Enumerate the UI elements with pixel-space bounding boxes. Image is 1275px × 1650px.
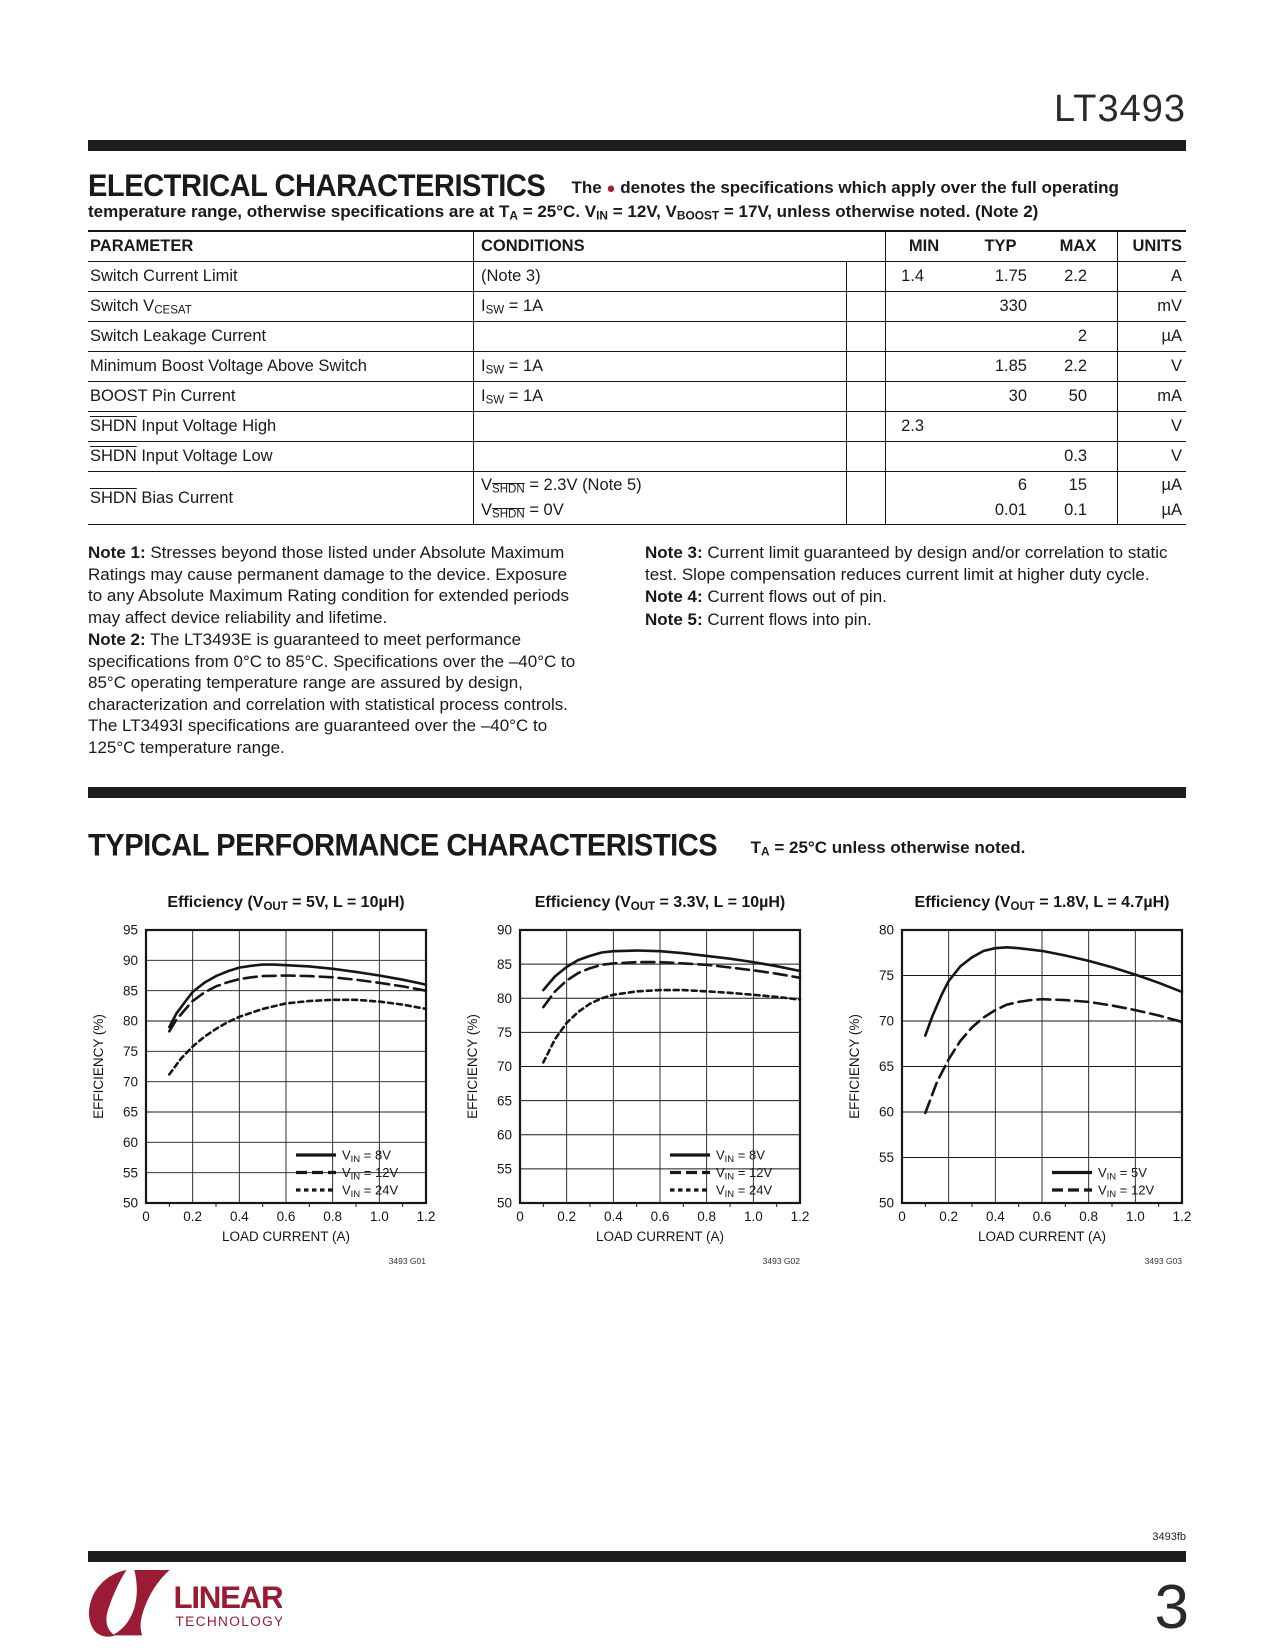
note-paragraph: Note 2: The LT3493E is guaranteed to meet performance specifications from 0°C to 85°C. Specifications over the –40°C to 85°C operating temperature range are assured by design, characterization and correlation with statistical process controls. The LT3493I specifications are guaranteed over the –40°C to 125°C temperature range. [88, 630, 576, 757]
efficiency-chart-3v3 [454, 878, 828, 1281]
linear-technology-logo [86, 1566, 282, 1647]
legend-entry-label: VIN = 24V [716, 1182, 773, 1201]
logo-linear-text: LINEAR [173, 1579, 282, 1615]
cell-spec-dot [846, 442, 885, 471]
cell-spec-dot [846, 352, 885, 381]
cell-max [1039, 412, 1117, 441]
cell-conditions: ISW = 1A [473, 382, 846, 411]
x-tick-label: 0.2 [557, 1209, 577, 1224]
x-tick-label: 0 [516, 1209, 524, 1224]
y-tick-label: 60 [122, 1135, 138, 1151]
note-label: Note 5: [645, 609, 703, 629]
efficiency-chart-svg [88, 878, 448, 1276]
legend-entry-label: VIN = 12V [342, 1165, 399, 1183]
x-axis-label: LOAD CURRENT (A) [977, 1229, 1107, 1244]
series-curve [925, 947, 1182, 1035]
note-paragraph: Note 5: Current flows into pin. [645, 609, 872, 629]
y-tick-label: 75 [122, 1044, 138, 1060]
efficiency-chart-1v8 [828, 878, 1210, 1281]
cell-parameter: BOOST Pin Current [90, 387, 236, 405]
page-number: 3 [1154, 1573, 1189, 1642]
doc-code: 3493fb [1152, 1531, 1186, 1543]
header-rule [88, 140, 1186, 151]
y-tick-label: 75 [496, 1025, 512, 1041]
electrical-intro-text: The ● denotes the specifications which apply over the full operating temperature range, otherwise specifications are at TA = 25°C. VIN = 12V, VBOOST = 17V, unless otherwise noted. (Note 2) [88, 178, 1119, 223]
cell-typ: 1.75 [994, 267, 1027, 285]
x-axis-label: LOAD CURRENT (A) [595, 1229, 725, 1244]
notes-column-left [88, 542, 580, 759]
x-tick-label: 0.4 [985, 1209, 1005, 1224]
x-tick-label: 0.4 [603, 1209, 623, 1224]
cell-conditions [473, 412, 846, 441]
table-row [88, 322, 1186, 352]
x-tick-label: 0.8 [1079, 1209, 1099, 1224]
x-tick-label: 0.6 [1032, 1209, 1052, 1224]
cell-conditions [473, 322, 846, 351]
x-tick-label: 0.6 [650, 1209, 670, 1224]
x-tick-label: 0.4 [229, 1209, 249, 1224]
cell-spec-dot [846, 472, 885, 524]
y-tick-label: 65 [878, 1059, 894, 1075]
typical-performance-heading [88, 827, 1188, 864]
table-row [88, 412, 1186, 442]
note-label: Note 3: [645, 543, 703, 562]
y-tick-label: 90 [496, 922, 512, 938]
efficiency-charts-row [88, 878, 1192, 1281]
cell-conditions: ISW = 1A [473, 292, 846, 321]
x-tick-label: 1.2 [1172, 1209, 1192, 1224]
cell-units: µA µA [1117, 472, 1186, 524]
cell-max: 50 [1068, 387, 1087, 405]
series-curve [169, 965, 426, 1028]
cell-conditions: (Note 3) [473, 262, 846, 291]
y-axis-label: EFFICIENCY (%) [91, 1014, 106, 1119]
cell-units: V [1117, 352, 1186, 381]
y-tick-label: 50 [122, 1195, 138, 1211]
cell-units: mV [1117, 292, 1186, 321]
cell-typ [962, 412, 1039, 441]
notes-column-right [645, 542, 1193, 631]
electrical-characteristics-intro [88, 168, 1188, 223]
cell-min [885, 352, 962, 381]
legend-entry-label: VIN = 12V [716, 1165, 773, 1183]
y-tick-label: 75 [878, 968, 894, 984]
x-tick-label: 1.0 [1125, 1209, 1145, 1224]
cell-typ: 30 [1008, 387, 1027, 405]
cell-max: 15 0.1 [1064, 476, 1087, 519]
series-curve [925, 999, 1182, 1113]
efficiency-chart-svg [844, 878, 1204, 1276]
cell-min [885, 472, 962, 524]
legend-entry-label: VIN = 8V [716, 1147, 765, 1166]
cell-typ: 330 [999, 297, 1027, 315]
note-label: Note 2: [88, 630, 146, 649]
cell-parameter: Switch Leakage Current [90, 327, 267, 345]
x-tick-label: 0.2 [939, 1209, 959, 1224]
x-tick-label: 1.2 [790, 1209, 810, 1224]
cell-spec-dot [846, 322, 885, 351]
y-tick-label: 80 [122, 1013, 138, 1029]
y-tick-label: 65 [122, 1104, 138, 1120]
typical-performance-subtitle: TA = 25°C unless otherwise noted. [750, 838, 1026, 859]
section-rule [88, 787, 1186, 798]
x-tick-label: 0 [898, 1209, 906, 1224]
cell-units: A [1117, 262, 1186, 291]
cell-units: µA [1117, 322, 1186, 351]
cell-min: 2.3 [885, 412, 962, 441]
series-curve [543, 962, 800, 1007]
cell-spec-dot [846, 262, 885, 291]
cell-spec-dot [846, 382, 885, 411]
table-header-row [88, 230, 1186, 262]
spec-bullet-dot: ● [606, 180, 616, 197]
col-header-parameter: PARAMETER [90, 237, 194, 255]
cell-units: V [1117, 412, 1186, 441]
x-tick-label: 1.0 [743, 1209, 763, 1224]
y-tick-label: 85 [122, 983, 138, 999]
cell-units: mA [1117, 382, 1186, 411]
y-tick-label: 55 [878, 1150, 894, 1166]
y-axis-label: EFFICIENCY (%) [847, 1014, 862, 1119]
note-label: Note 1: [88, 543, 146, 562]
y-tick-label: 80 [496, 990, 512, 1006]
note-paragraph: Note 4: Current flows out of pin. [645, 587, 887, 606]
x-tick-label: 0.2 [183, 1209, 203, 1224]
y-tick-label: 60 [496, 1127, 512, 1143]
cell-max: 0.3 [1064, 447, 1087, 465]
typical-performance-title: TYPICAL PERFORMANCE CHARACTERISTICS [88, 827, 718, 863]
y-tick-label: 70 [122, 1074, 138, 1090]
cell-typ [962, 442, 1039, 471]
y-tick-label: 60 [878, 1104, 894, 1120]
y-tick-label: 70 [496, 1059, 512, 1075]
table-row [88, 352, 1186, 382]
y-tick-label: 50 [878, 1195, 894, 1211]
y-axis-label: EFFICIENCY (%) [465, 1014, 480, 1119]
cell-parameter: Switch VCESAT [90, 297, 192, 317]
efficiency-chart-5v [88, 878, 454, 1281]
cell-min [885, 382, 962, 411]
series-curve [169, 1000, 426, 1075]
y-tick-label: 50 [496, 1195, 512, 1211]
note-paragraph: Note 3: Current limit guaranteed by design and/or correlation to static test. Slope compensation reduces current limit at higher duty cycle. [645, 543, 1168, 584]
col-header-max: MAX [1059, 237, 1097, 255]
efficiency-chart-svg [462, 878, 822, 1276]
cell-parameter: Switch Current Limit [90, 267, 238, 285]
cell-min [885, 322, 962, 351]
cell-conditions [473, 442, 846, 471]
x-tick-label: 0.6 [276, 1209, 296, 1224]
x-tick-label: 1.0 [369, 1209, 389, 1224]
y-tick-label: 80 [878, 922, 894, 938]
part-number: LT3493 [1053, 88, 1186, 130]
col-header-min: MIN [885, 232, 962, 261]
chart-title: Efficiency (VOUT = 1.8V, L = 4.7µH) [914, 894, 1170, 913]
cell-max [1039, 292, 1117, 321]
chart-caption: 3493 G03 [1144, 1256, 1182, 1266]
cell-conditions: ISW = 1A [473, 352, 846, 381]
cell-min [885, 442, 962, 471]
legend-entry-label: VIN = 5V [1098, 1165, 1147, 1183]
cell-typ: 1.85 [994, 357, 1027, 375]
cell-typ: 6 0.01 [994, 476, 1027, 519]
chart-title: Efficiency (VOUT = 3.3V, L = 10µH) [534, 894, 786, 913]
cell-parameter: Minimum Boost Voltage Above Switch [90, 357, 367, 375]
cell-max: 2 [1077, 327, 1087, 345]
cell-max: 2.2 [1064, 267, 1087, 285]
cell-spec-dot [846, 292, 885, 321]
y-tick-label: 65 [496, 1093, 512, 1109]
table-row [88, 292, 1186, 322]
y-tick-label: 95 [122, 922, 138, 938]
col-header-conditions: CONDITIONS [473, 232, 885, 261]
x-axis-label: LOAD CURRENT (A) [221, 1229, 351, 1244]
table-row [88, 382, 1186, 412]
table-body [88, 262, 1186, 525]
table-row [88, 472, 1186, 525]
cell-min: 1.4 [885, 262, 962, 291]
electrical-characteristics-table [88, 230, 1186, 525]
note-paragraph: Note 1: Stresses beyond those listed under Absolute Maximum Ratings may cause permanent damage to the device. Exposure to any Absolute Maximum Rating condition for extended periods may affect device reliability and lifetime. [88, 543, 569, 627]
cell-parameter: SHDN Bias Current [90, 488, 234, 507]
cell-max: 2.2 [1064, 357, 1087, 375]
y-tick-label: 55 [122, 1165, 138, 1181]
cell-parameter: SHDN Input Voltage High [90, 417, 277, 435]
y-tick-label: 70 [878, 1013, 894, 1029]
col-header-units: UNITS [1117, 232, 1186, 261]
cell-units: V [1117, 442, 1186, 471]
cell-spec-dot [846, 412, 885, 441]
col-header-typ: TYP [984, 237, 1017, 255]
x-tick-label: 0.8 [697, 1209, 717, 1224]
legend-entry-label: VIN = 8V [342, 1147, 391, 1166]
y-tick-label: 85 [496, 956, 512, 972]
x-tick-label: 1.2 [416, 1209, 436, 1224]
logo-lt-mark-2 [112, 1570, 169, 1635]
note-label: Note 4: [645, 587, 703, 606]
chart-caption: 3493 G01 [388, 1256, 426, 1266]
x-tick-label: 0 [142, 1209, 150, 1224]
cell-parameter: SHDN Input Voltage Low [90, 447, 273, 465]
cell-typ [962, 322, 1039, 351]
table-row [88, 442, 1186, 472]
series-curve [543, 990, 800, 1062]
cell-conditions: VSHDN = 2.3V (Note 5) VSHDN = 0V [473, 472, 846, 524]
logo-technology-text: TECHNOLOGY [175, 1614, 282, 1630]
logo-svg [86, 1566, 282, 1642]
chart-caption: 3493 G02 [762, 1256, 800, 1266]
y-tick-label: 90 [122, 953, 138, 969]
legend-entry-label: VIN = 12V [1098, 1182, 1155, 1201]
y-tick-label: 55 [496, 1161, 512, 1177]
cell-min [885, 292, 962, 321]
footer-rule [88, 1551, 1186, 1562]
x-tick-label: 0.8 [323, 1209, 343, 1224]
electrical-characteristics-title: ELECTRICAL CHARACTERISTICS [88, 168, 546, 204]
table-row [88, 262, 1186, 292]
chart-title: Efficiency (VOUT = 5V, L = 10µH) [167, 894, 405, 913]
logo-lt-mark [89, 1570, 126, 1637]
legend-entry-label: VIN = 24V [342, 1182, 399, 1201]
